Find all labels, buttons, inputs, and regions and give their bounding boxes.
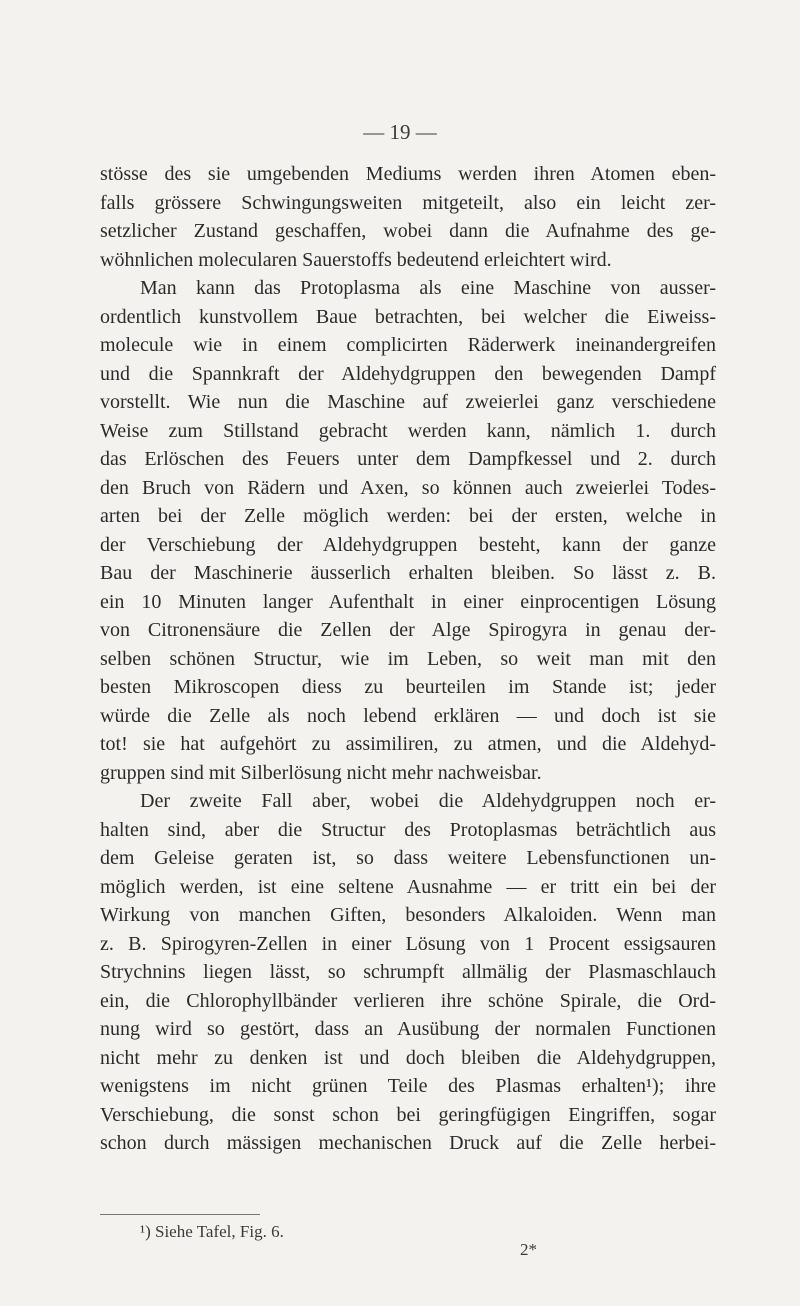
text-line: nicht mehr zu denken ist und doch bleiben die Aldehydgruppen,: [100, 1046, 716, 1069]
text-line: schon durch mässigen mechanischen Druck auf die Zelle herbei-: [100, 1132, 716, 1154]
text-line: setzlicher Zustand geschaffen, wobei dann die Aufnahme des ge-: [100, 220, 716, 242]
text-line: dem Geleise geraten ist, so dass weitere Lebensfunctionen un-: [100, 847, 716, 869]
text-line: wenigstens im nicht grünen Teile des Plasmas erhalten¹); ihre: [100, 1075, 716, 1097]
text-line: selben schönen Structur, wie im Leben, so weit man mit den: [100, 647, 716, 670]
text-line: molecule wie in einem complicirten Räderwerk ineinandergreifen: [100, 334, 716, 356]
text-line: Man kann das Protoplasma als eine Maschine von ausser-: [140, 277, 716, 299]
text-line: halten sind, aber die Structur des Protoplasmas beträchtlich aus: [100, 818, 716, 841]
text-line: tot! sie hat aufgehört zu assimiliren, zu atmen, und die Aldehyd-: [100, 733, 716, 755]
paragraph-2: [100, 274, 716, 787]
footnote: ¹) Siehe Tafel, Fig. 6.: [140, 1222, 284, 1241]
text-line: der Verschiebung der Aldehydgruppen besteht, kann der ganze: [100, 533, 716, 556]
text-line: stösse des sie umgebenden Mediums werden ihren Atomen eben-: [100, 163, 716, 185]
text-line: arten bei der Zelle möglich werden: bei der ersten, welche in: [100, 505, 716, 527]
page-number: — 19 —: [363, 120, 437, 144]
text-line: Weise zum Stillstand gebracht werden kann, nämlich 1. durch: [100, 419, 716, 442]
text-line: Der zweite Fall aber, wobei die Aldehydgruppen noch er-: [140, 790, 716, 812]
text-line: gruppen sind mit Silberlösung nicht mehr nachweisbar.: [100, 761, 542, 784]
text-line: ein 10 Minuten langer Aufenthalt in einer einprocentigen Lösung: [100, 590, 716, 613]
text-line: Verschiebung, die sonst schon bei geringfügigen Eingriffen, sogar: [100, 1103, 716, 1126]
paragraph-1: [100, 160, 716, 274]
text-line: ordentlich kunstvollem Baue betrachten, bei welcher die Eiweiss-: [100, 305, 716, 328]
text-line: Wirkung von manchen Giften, besonders Alkaloiden. Wenn man: [100, 904, 716, 926]
text-line: falls grössere Schwingungsweiten mitgeteilt, also ein leicht zer-: [100, 191, 716, 214]
paragraph-3: [100, 787, 716, 1158]
text-line: den Bruch von Rädern und Axen, so können auch zweierlei Todes-: [100, 476, 716, 499]
text-line: vorstellt. Wie nun die Maschine auf zweierlei ganz verschiedene: [100, 391, 716, 413]
signature-mark: 2*: [520, 1240, 537, 1259]
text-line: möglich werden, ist eine seltene Ausnahme — er tritt ein bei der: [100, 875, 716, 898]
footnote-divider: [100, 1214, 260, 1215]
text-line: besten Mikroscopen diess zu beurteilen im Stande ist; jeder: [100, 676, 716, 698]
text-line: wöhnlichen molecularen Sauerstoffs bedeutend erleichtert wird.: [100, 248, 612, 271]
text-line: Strychnins liegen lässt, so schrumpft allmälig der Plasmaschlauch: [100, 961, 716, 983]
text-line: z. B. Spirogyren-Zellen in einer Lösung von 1 Procent essigsauren: [100, 932, 716, 955]
text-line: Bau der Maschinerie äusserlich erhalten bleiben. So lässt z. B.: [100, 562, 716, 584]
text-line: ein, die Chlorophyllbänder verlieren ihre schöne Spirale, die Ord-: [100, 989, 716, 1012]
body-text: [100, 160, 716, 1158]
text-line: nung wird so gestört, dass an Ausübung der normalen Functionen: [100, 1018, 716, 1040]
text-line: würde die Zelle als noch lebend erklären — und doch ist sie: [100, 704, 716, 727]
text-line: das Erlöschen des Feuers unter dem Dampfkessel und 2. durch: [100, 448, 716, 470]
text-line: und die Spannkraft der Aldehydgruppen den bewegenden Dampf: [100, 362, 716, 385]
text-line: von Citronensäure die Zellen der Alge Spirogyra in genau der-: [100, 619, 716, 641]
